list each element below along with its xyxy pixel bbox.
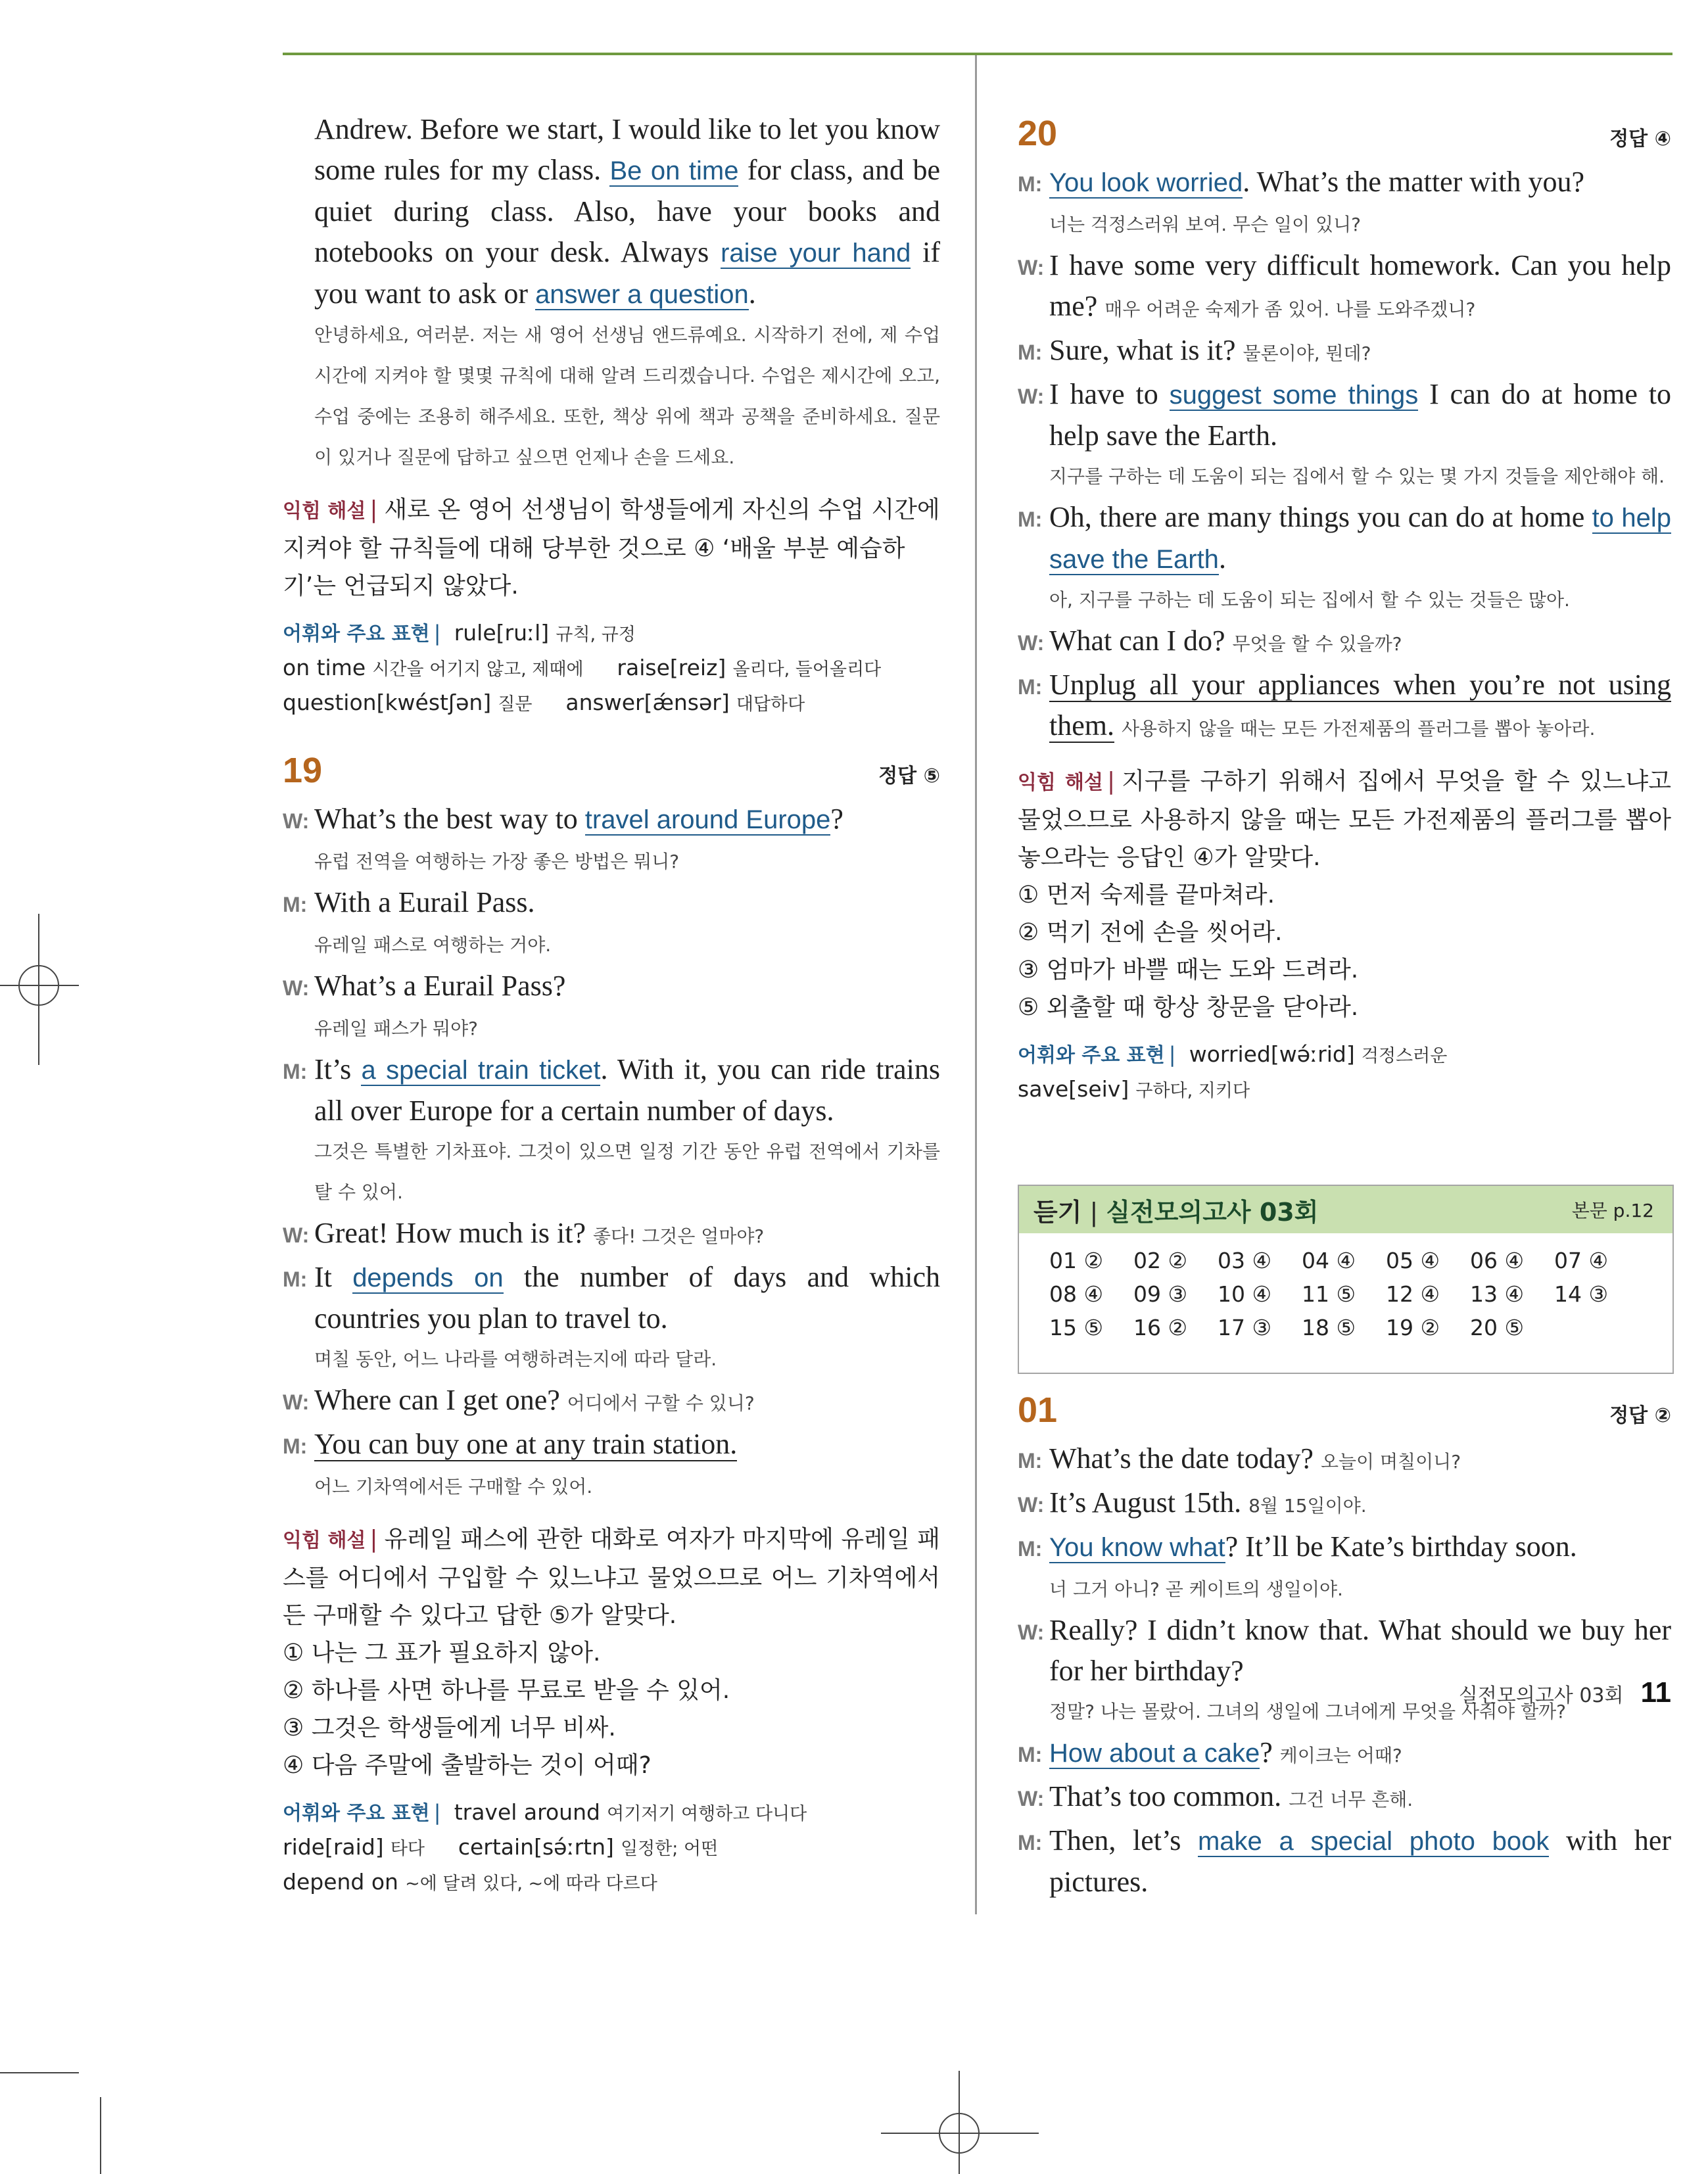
speaker-label: M: <box>1018 341 1043 364</box>
answer-key-title: 듣기 | 실전모의고사 03회 <box>1033 1197 1319 1227</box>
key-phrase: to help save the Earth <box>1049 504 1671 574</box>
answer-cell: 11 ⑤ <box>1302 1281 1356 1307</box>
speaker-label: W: <box>1018 1620 1045 1644</box>
explanation-text: 유레일 패스에 관한 대화로 여자가 마지막에 유레일 패스를 어디에서 구입할 수 있느냐고 물었으므로 어느 기차역에서든 구매할 수 있다고 답한 ⑤가 알맞다. <box>283 1526 940 1629</box>
dialogue-line: W: What’s the best way to travel around Europe? <box>283 799 940 841</box>
speaker-label: M: <box>1018 1449 1043 1473</box>
option-line: ③ 그것은 학생들에게 너무 비싸. <box>283 1714 616 1741</box>
question-header-20 <box>1018 113 1671 154</box>
column-divider <box>975 55 977 1914</box>
answer-cell: 09 ③ <box>1133 1281 1188 1307</box>
option-line: ④ 다음 주말에 출발하는 것이 어때? <box>283 1752 652 1779</box>
option-line: ② 하나를 사면 하나를 무료로 받을 수 있어. <box>283 1677 730 1704</box>
crop-mark-h <box>0 2072 79 2073</box>
explanation-19: 익힘 해설 | 유레일 패스에 관한 대화로 여자가 마지막에 유레일 패스를 어디에서 구입할 수 있느냐고 물었으므로 어느 기차역에서든 구매할 수 있다고 답한 ⑤가 알맞다. ① 나는 그 표가 필요하지 않아. ② 하나를 사면 하나를 무료로 받을 수 있어. ③ 그것은 학생들에게 너무 비싸. ④ 다음 주말에 출발하는 것이 어때? <box>283 1521 940 1784</box>
key-phrase: a special train ticket <box>361 1056 601 1085</box>
registration-mark-bottom-circle <box>939 2113 980 2154</box>
right-column-lower <box>1018 1390 1671 1902</box>
option-line: ① 먼저 숙제를 끝마쳐라. <box>1018 882 1275 909</box>
answer-cell: 10 ④ <box>1218 1281 1272 1307</box>
speaker-label: M: <box>1018 1537 1043 1561</box>
key-phrase: How about a cake <box>1049 1739 1260 1768</box>
question-number: 20 <box>1018 114 1058 153</box>
right-column <box>1018 79 1671 1108</box>
dialogue-line: M: You know what? It’ll be Kate’s birthday soon. <box>1018 1526 1671 1569</box>
explanation-text: 지구를 구하기 위해서 집에서 무엇을 할 수 있느냐고 물었으므로 사용하지 않을 때는 모든 가전제품의 플러그를 뽑아 놓으라는 응답인 ④가 알맞다. <box>1018 768 1671 871</box>
korean-translation: 안녕하세요, 여러분. 저는 새 영어 선생님 앤드류예요. 시작하기 전에, 제 수업 시간에 지켜야 할 몇몇 규칙에 대해 알려 드리겠습니다. 수업은 제시간에 오고, 수업 중에는 조용히 해주세요. 또한, 책상 위에 책과 공책을 준비하세요. 질문이 있거나 질문에 답하고 싶으면 언제나 손을 드세요. <box>314 324 940 468</box>
korean-translation: 너 그거 아니? 곧 케이트의 생일이야. <box>1049 1578 1343 1600</box>
explanation-text: 새로 온 영어 선생님이 학생들에게 자신의 수업 시간에 지켜야 할 규칙들에 대해 당부한 것으로 ④ ‘배울 부분 예습하기’는 언급되지 않았다. <box>283 496 940 600</box>
option-line: ② 먹기 전에 손을 씻어라. <box>1018 919 1283 946</box>
vocab-label: 어휘와 주요 표현 <box>283 623 430 646</box>
speaker-label: M: <box>1018 675 1043 699</box>
answer-cell: 12 ④ <box>1386 1281 1440 1307</box>
dialogue-line: W: What’s a Eurail Pass? <box>283 966 940 1008</box>
key-phrase: suggest some things <box>1169 381 1419 410</box>
korean-translation: 케이크는 어때? <box>1279 1745 1402 1766</box>
key-phrase: depends on <box>352 1264 504 1292</box>
answer-cell: 05 ④ <box>1386 1248 1440 1273</box>
dialogue-line: W: That’s too common. 그건 너무 흔해. <box>1018 1776 1671 1820</box>
korean-translation: 사용하지 않을 때는 모든 가전제품의 플러그를 뽑아 놓아라. <box>1121 718 1596 740</box>
answer-cell: 07 ④ <box>1554 1248 1609 1273</box>
answer-cell: 17 ③ <box>1218 1315 1272 1340</box>
answer-label: 정답 ② <box>1609 1404 1671 1427</box>
speaker-label: M: <box>1018 508 1043 531</box>
speaker-label: M: <box>1018 1743 1043 1766</box>
dialogue-line: M: Sure, what is it? 물론이야, 뭔데? <box>1018 330 1671 374</box>
page-number: 11 <box>1640 1676 1671 1709</box>
question-number: 01 <box>1018 1390 1058 1430</box>
vocab-18: 어휘와 주요 표현 | rule[ruːl] 규칙, 규정 on time 시간을 어기지 않고, 제때에 raise[reiz] 올리다, 들어올리다 question[kwéstʃən] 질문 answer[ǽnsər] 대답하다 <box>283 620 882 715</box>
korean-translation: 어느 기차역에서든 구매할 수 있어. <box>314 1476 593 1498</box>
q18-transcript-continuation <box>283 109 940 478</box>
key-phrase: raise your hand <box>721 239 911 268</box>
question-header-19 <box>283 750 940 791</box>
vocab-20: 어휘와 주요 표현 | worried[wə́ːrid] 걱정스러운 save[seiv] 구하다, 지키다 <box>1018 1041 1448 1102</box>
explanation-label: 익힘 해설 <box>283 1529 366 1552</box>
answer-cell: 08 ④ <box>1049 1281 1104 1307</box>
korean-translation: 유레일 패스로 여행하는 거야. <box>314 934 552 956</box>
dialogue-line: W: I have some very difficult homework. Can you help me? 매우 어려운 숙제가 좀 있어. 나를 도와주겠니? <box>1018 245 1671 330</box>
registration-mark-left-circle <box>18 965 59 1006</box>
korean-translation: 지구를 구하는 데 도움이 되는 집에서 할 수 있는 몇 가지 것들을 제안해야 해. <box>1049 465 1665 487</box>
dialogue-line: M: Oh, there are many things you can do at home to help save the Earth. <box>1018 497 1671 580</box>
answer-cell: 15 ⑤ <box>1049 1315 1104 1340</box>
key-phrase: travel around Europe <box>584 805 831 834</box>
answer-label: 정답 ④ <box>1609 128 1671 151</box>
transcript-text: Andrew. Before we start, I would like to let you know some rules for my class. Be on time for class, and be quiet during class. Also, have your books and notebooks on your desk. Always raise your hand if you want to ask or answer a question. <box>314 113 940 310</box>
explanation-label: 익힘 해설 <box>1018 771 1103 794</box>
speaker-label: W: <box>1018 385 1045 408</box>
answer-cell: 13 ④ <box>1470 1281 1525 1307</box>
speaker-label: M: <box>1018 1831 1043 1855</box>
dialogue-line: W: Where can I get one? 어디에서 구할 수 있니? <box>283 1380 940 1424</box>
korean-translation: 좋다! 그것은 얼마야? <box>593 1225 765 1247</box>
dialogue-19 <box>283 799 940 1507</box>
korean-translation: 무엇을 할 수 있을까? <box>1232 633 1402 655</box>
dialogue-line: W: Great! How much is it? 좋다! 그것은 얼마야? <box>283 1213 940 1257</box>
korean-translation: 며칠 동안, 어느 나라를 여행하려는지에 따라 달라. <box>314 1348 717 1370</box>
key-phrase: Be on time <box>609 156 739 185</box>
answer-grid <box>1019 1233 1672 1340</box>
answer-sentence: You can buy one at any train station. <box>314 1428 738 1460</box>
speaker-label: W: <box>1018 631 1045 655</box>
crop-mark-v <box>100 2097 101 2174</box>
dialogue-line: M: How about a cake? 케이크는 어때? <box>1018 1732 1671 1776</box>
korean-translation: 유럽 전역을 여행하는 가장 좋은 방법은 뭐니? <box>314 851 680 872</box>
page-footer <box>1459 1676 1671 1709</box>
answer-label: 정답 ⑤ <box>878 765 940 788</box>
dialogue-line: M: It depends on the number of days and which countries you plan to travel to. <box>283 1257 940 1339</box>
korean-translation: 아, 지구를 구하는 데 도움이 되는 집에서 할 수 있는 것들은 많아. <box>1049 589 1570 611</box>
korean-translation: 너는 걱정스러워 보여. 무슨 일이 있니? <box>1049 214 1361 235</box>
korean-translation: 매우 어려운 숙제가 좀 있어. 나를 도와주겠니? <box>1104 298 1476 320</box>
option-line: ⑤ 외출할 때 항상 창문을 닫아라. <box>1018 994 1359 1021</box>
answer-cell: 19 ② <box>1386 1315 1440 1340</box>
dialogue-line: W: I have to suggest some things I can do at home to help save the Earth. <box>1018 374 1671 456</box>
answer-cell: 20 ⑤ <box>1470 1315 1525 1340</box>
footer-title: 실전모의고사 03회 <box>1458 1684 1624 1707</box>
korean-translation: 그것은 특별한 기차표야. 그것이 있으면 일정 기간 동안 유럽 전역에서 기차를 탈 수 있어. <box>314 1141 940 1203</box>
answer-sentence: Unplug all your appliances when you’re not using them. <box>1049 669 1671 742</box>
explanation-label: 익힘 해설 <box>283 500 366 523</box>
dialogue-line: M: What’s the date today? 오늘이 며칠이니? <box>1018 1438 1671 1482</box>
korean-translation: 물론이야, 뭔데? <box>1243 343 1371 364</box>
vocab-19: 어휘와 주요 표현 | travel around 여기저기 여행하고 다니다 ride[raid] 타다 certain[sə́ːrtn] 일정한; 어떤 depend on ~에 달려 있다, ~에 따라 다르다 <box>283 1799 807 1895</box>
speaker-label: M: <box>283 1060 308 1083</box>
dialogue-line <box>1018 665 1671 749</box>
dialogue-line: W: It’s August 15th. 8월 15일이야. <box>1018 1482 1671 1526</box>
answer-key-header <box>1019 1186 1672 1233</box>
answer-cell: 03 ④ <box>1218 1248 1272 1273</box>
option-line: ③ 엄마가 바쁠 때는 도와 드려라. <box>1018 957 1359 983</box>
dialogue-line: M: It’s a special train ticket. With it, you can ride trains all over Europe for a certain number of days. <box>283 1049 940 1131</box>
speaker-label: W: <box>1018 1493 1045 1517</box>
key-phrase: make a special photo book <box>1197 1827 1550 1856</box>
answer-cell: 06 ④ <box>1470 1248 1525 1273</box>
dialogue-line: W: What can I do? 무엇을 할 수 있을까? <box>1018 621 1671 665</box>
left-column <box>283 109 940 1901</box>
answer-cell: 01 ② <box>1049 1248 1104 1273</box>
speaker-label: M: <box>283 1434 308 1458</box>
page-reference: 본문 p.12 <box>1571 1200 1654 1221</box>
korean-translation: 정말? 나는 몰랐어. 그녀의 생일에 그녀에게 무엇을 사줘야 할까? <box>1049 1701 1567 1722</box>
key-phrase: You look worried <box>1049 168 1243 197</box>
speaker-label: M: <box>283 1267 308 1291</box>
answer-cell: 04 ④ <box>1302 1248 1356 1273</box>
dialogue-01 <box>1018 1438 1671 1902</box>
option-line: ① 나는 그 표가 필요하지 않아. <box>283 1640 601 1666</box>
top-rule <box>283 53 1672 55</box>
explanation-20: 익힘 해설 | 지구를 구하기 위해서 집에서 무엇을 할 수 있느냐고 물었으므로 사용하지 않을 때는 모든 가전제품의 플러그를 뽑아 놓으라는 응답인 ④가 알맞다. ① 먼저 숙제를 끝마쳐라. ② 먹기 전에 손을 씻어라. ③ 엄마가 바쁠 때는 도와 드려라. ⑤ 외출할 때 항상 창문을 닫아라. <box>1018 763 1671 1026</box>
speaker-label: W: <box>1018 1787 1045 1810</box>
speaker-label: W: <box>1018 256 1045 279</box>
dialogue-line: M: You look worried. What’s the matter with you? <box>1018 162 1671 204</box>
vocab-label: 어휘와 주요 표현 <box>283 1802 430 1825</box>
key-phrase: answer a question <box>535 280 749 309</box>
speaker-label: W: <box>283 809 310 833</box>
answer-cell: 16 ② <box>1133 1315 1188 1340</box>
speaker-label: W: <box>283 1223 310 1247</box>
explanation-18: 익힘 해설 | 새로 온 영어 선생님이 학생들에게 자신의 수업 시간에 지켜야 할 규칙들에 대해 당부한 것으로 ④ ‘배울 부분 예습하기’는 언급되지 않았다. <box>283 496 940 600</box>
answer-cell: 18 ⑤ <box>1302 1315 1356 1340</box>
question-header-01 <box>1018 1390 1671 1430</box>
korean-translation: 유레일 패스가 뭐야? <box>314 1018 479 1039</box>
dialogue-20 <box>1018 162 1671 749</box>
korean-translation: 어디에서 구할 수 있니? <box>567 1392 755 1414</box>
speaker-label: W: <box>283 976 310 1000</box>
korean-translation: 오늘이 며칠이니? <box>1320 1451 1461 1473</box>
answer-key-box <box>1018 1185 1674 1374</box>
korean-translation: 8월 15일이야. <box>1248 1495 1367 1517</box>
answer-cell: 02 ② <box>1133 1248 1188 1273</box>
question-number: 19 <box>283 751 323 790</box>
answer-cell: 14 ③ <box>1554 1281 1609 1307</box>
dialogue-line: W: Really? I didn’t know that. What should we buy her for her birthday? <box>1018 1610 1671 1691</box>
dialogue-line <box>283 1424 940 1467</box>
key-phrase: You know what <box>1049 1533 1225 1562</box>
dialogue-line: M: With a Eurail Pass. <box>283 882 940 925</box>
korean-translation: 그건 너무 흔해. <box>1289 1789 1413 1810</box>
speaker-label: M: <box>283 893 308 916</box>
vocab-label: 어휘와 주요 표현 <box>1018 1044 1165 1067</box>
dialogue-line: M: Then, let’s make a special photo book with her pictures. <box>1018 1820 1671 1902</box>
speaker-label: M: <box>1018 172 1043 196</box>
speaker-label: W: <box>283 1390 310 1414</box>
